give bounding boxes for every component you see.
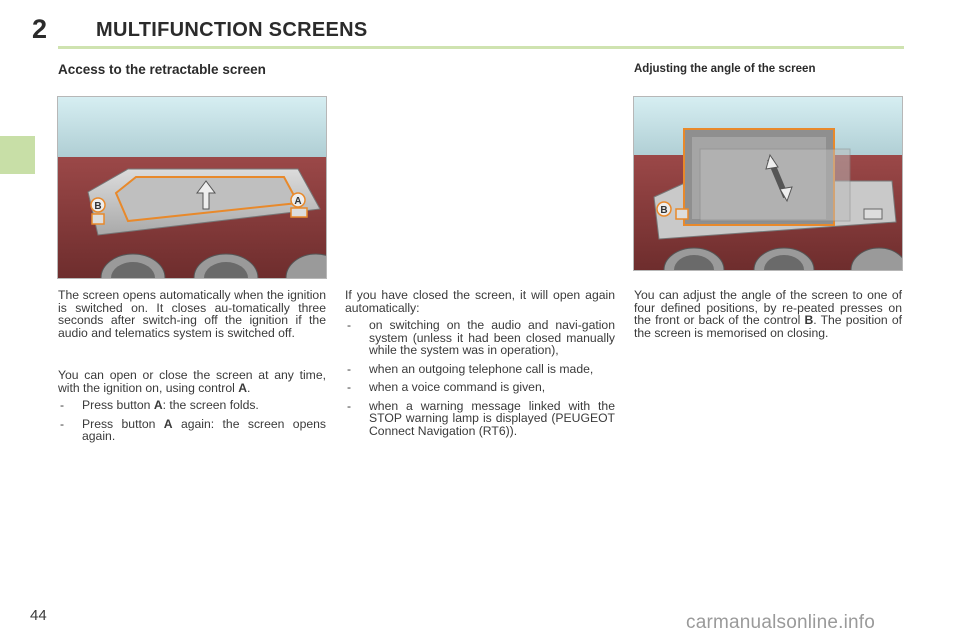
label-button-b-angle: B <box>660 205 668 216</box>
list-item: - Press button A again: the screen opens again. <box>60 416 327 443</box>
list-item: - when a warning message linked with the STOP warning lamp is displayed (PEUGEOT Connect Navigation (RT6)). <box>347 398 615 438</box>
list-button-actions <box>58 399 326 443</box>
list-item: - when a voice command is given, <box>347 380 546 394</box>
chapter-side-tab <box>0 136 35 174</box>
column-auto-reopen-text <box>345 289 615 443</box>
section-title-retractable-screen: Access to the retractable screen <box>58 62 266 77</box>
list-item: - when an outgoing telephone call is made, <box>347 361 594 376</box>
column-angle-text <box>634 289 902 339</box>
paragraph-manual-control: You can open or close the screen at any time, with the ignition on, using control A. <box>58 368 326 395</box>
retractable-screen-illustration <box>57 96 327 279</box>
header-rule <box>58 46 904 49</box>
label-button-a: A <box>294 196 302 207</box>
paragraph-reopen-intro: If you have closed the screen, it will open again automatically: <box>345 288 615 315</box>
watermark-logo: carmanualsonline.info <box>686 612 876 633</box>
section-title-adjust-angle: Adjusting the angle of the screen <box>634 63 816 75</box>
column-retractable-text <box>58 289 326 449</box>
list-reopen-conditions <box>345 319 615 437</box>
screen-angle-illustration <box>633 96 903 271</box>
chapter-title: MULTIFUNCTION SCREENS <box>96 19 368 41</box>
list-item: - on switching on the audio and navi-gation system (unless it had been closed manually while the system was in operation), <box>347 318 615 357</box>
paragraph-angle-adjust: You can adjust the angle of the screen to one of four defined positions, by re-peated presses on the front or back of the control B. The position of the screen is memorised on closing. <box>634 288 902 340</box>
label-button-b: B <box>94 201 102 212</box>
paragraph-auto-open: The screen opens automatically when the ignition is switched on. It closes au-tomatically three seconds after switch-ing off the ignition if the audio and telematics system is switched off. <box>58 288 326 340</box>
chapter-number: 2 <box>32 14 48 44</box>
page-number: 44 <box>30 607 47 624</box>
list-item: - Press button A: the screen folds. <box>60 398 259 412</box>
